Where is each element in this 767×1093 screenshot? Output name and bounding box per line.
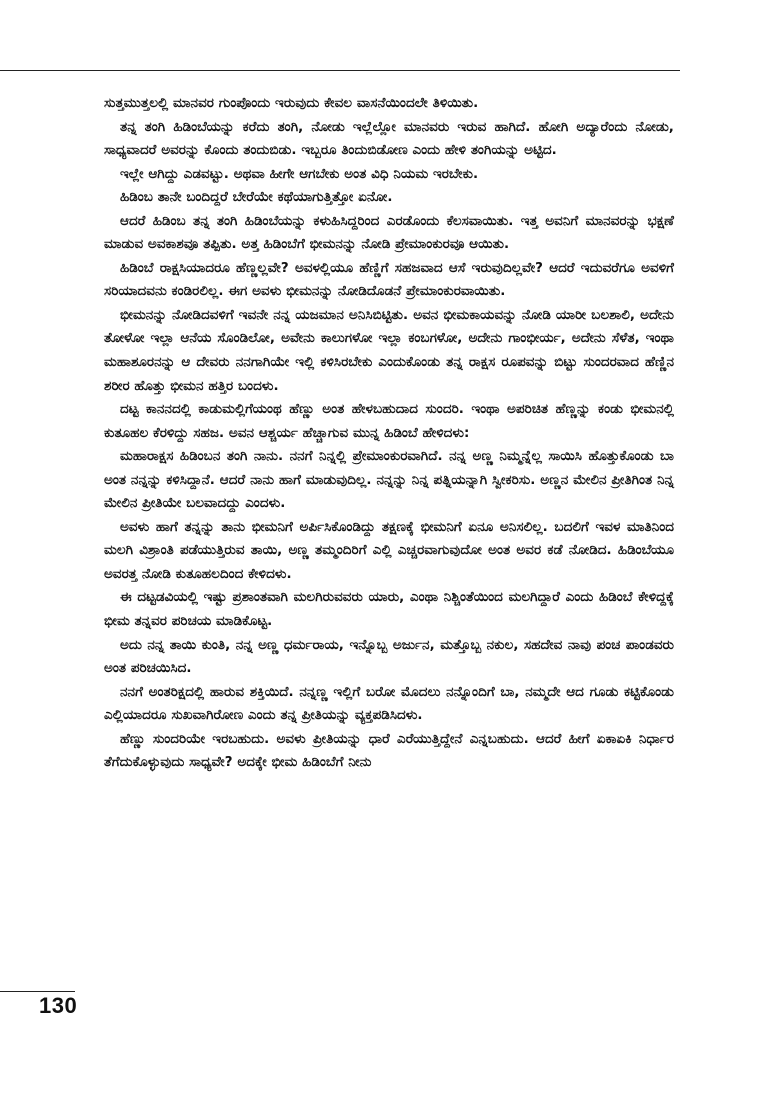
paragraph-12: ಅದು ನನ್ನ ತಾಯಿ ಕುಂತಿ, ನನ್ನ ಅಣ್ಣ ಧರ್ಮರಾಯ, ಇನ್ನೊಬ್ಬ ಅರ್ಜುನ, ಮತ್ತೊಬ್ಬ ನಕುಲ, ಸಹದೇವ ನಾವು ಪಂಚ ಪಾಂಡವರು ಅಂತ ಪರಿಚಯಿಸಿದ. <box>104 637 674 677</box>
bottom-rule <box>0 991 75 992</box>
paragraph-5: ಆದರೆ ಹಿಡಿಂಬ ತನ್ನ ತಂಗಿ ಹಿಡಿಂಬೆಯನ್ನು ಕಳುಹಿಸಿದ್ದರಿಂದ ಎರಡೊಂದು ಕೆಲಸವಾಯಿತು. ಇತ್ತ ಅವನಿಗೆ ಮಾನವರನ್ನು ಭಕ್ಷಣೆ ಮಾಡುವ ಅವಕಾಶವೂ ತಪ್ಪಿತು. ಅತ್ತ ಹಿಡಿಂಬೆಗೆ ಭೀಮನನ್ನು ನೋಡಿ ಪ್ರೇಮಾಂಕುರವೂ ಆಯಿತು. <box>104 213 674 253</box>
paragraph-1: ಸುತ್ತಮುತ್ತಲಲ್ಲಿ ಮಾನವರ ಗುಂಪೊಂದು ಇರುವುದು ಕೇವಲ ವಾಸನೆಯಿಂದಲೇ ತಿಳಿಯಿತು. <box>104 96 479 111</box>
paragraph-8: ದಟ್ಟ ಕಾನನದಲ್ಲಿ ಕಾಡುಮಲ್ಲಿಗೆಯಂಥ ಹೆಣ್ಣು ಅಂತ ಹೇಳಬಹುದಾದ ಸುಂದರಿ. ಇಂಥಾ ಅಪರಿಚಿತ ಹೆಣ್ಣನ್ನು ಕಂಡು ಭೀಮನಲ್ಲಿ ಕುತೂಹಲ ಕೆರಳಿದ್ದು ಸಹಜ. ಅವನ ಆಶ್ಚರ್ಯ ಹೆಚ್ಚಾಗುವ ಮುನ್ನ ಹಿಡಿಂಬೆ ಹೇಳಿದಳು: <box>104 402 674 441</box>
top-rule <box>0 70 680 71</box>
paragraph-10: ಅವಳು ಹಾಗೆ ತನ್ನನ್ನು ತಾನು ಭೀಮನಿಗೆ ಅರ್ಪಿಸಿಕೊಂಡಿದ್ದು ತಕ್ಷಣಕ್ಕೆ ಭೀಮನಿಗೆ ಏನೂ ಅನಿಸಲಿಲ್ಲ. ಬದಲಿಗೆ ಇವಳ ಮಾತಿನಿಂದ ಮಲಗಿ ವಿಶ್ರಾಂತಿ ಪಡೆಯುತ್ತಿರುವ ತಾಯಿ, ಅಣ್ಣ ತಮ್ಮಂದಿರಿಗೆ ಎಲ್ಲಿ ಎಚ್ಚರವಾಗುವುದೋ ಅಂತ ಅವರ ಕಡೆ ನೋಡಿದ. ಹಿಡಿಂಬೆಯೂ ಅವರತ್ತ ನೋಡಿ ಕುತೂಹಲದಿಂದ ಕೇಳಿದಳು. <box>104 519 674 582</box>
paragraph-13: ನನಗೆ ಅಂತರಿಕ್ಷದಲ್ಲಿ ಹಾರುವ ಶಕ್ತಿಯಿದೆ. ನನ್ನಣ್ಣ ಇಲ್ಲಿಗೆ ಬರೋ ಮೊದಲು ನನ್ನೊಂದಿಗೆ ಬಾ, ನಮ್ಮದೇ ಆದ ಗೂಡು ಕಟ್ಟಿಕೊಂಡು ಎಲ್ಲಿಯಾದರೂ ಸುಖವಾಗಿರೋಣ ಎಂದು ತನ್ನ ಪ್ರೀತಿಯನ್ನು ವ್ಯಕ್ತಪಡಿಸಿದಳು. <box>104 684 674 724</box>
body-text <box>104 92 674 775</box>
paragraph-6: ಹಿಡಿಂಬೆ ರಾಕ್ಷಸಿಯಾದರೂ ಹೆಣ್ಣಲ್ಲವೇ? ಅವಳಲ್ಲಿಯೂ ಹೆಣ್ಣಿಗೆ ಸಹಜವಾದ ಆಸೆ ಇರುವುದಿಲ್ಲವೇ? ಆದರೆ ಇದುವರೆಗೂ ಅವಳಿಗೆ ಸರಿಯಾದವನು ಕಂಡಿರಲಿಲ್ಲ. ಈಗ ಅವಳು ಭೀಮನನ್ನು ನೋಡಿದೊಡನೆ ಪ್ರೇಮಾಂಕುರವಾಯಿತು. <box>104 260 674 300</box>
paragraph-3: ಇಲ್ಲೇ ಆಗಿದ್ದು ಎಡವಟ್ಟು. ಅಥವಾ ಹೀಗೇ ಆಗಬೇಕು ಅಂತ ವಿಧಿ ನಿಯಮ ಇರಬೇಕು. <box>120 166 479 182</box>
paragraph-2: ತನ್ನ ತಂಗಿ ಹಿಡಿಂಬೆಯನ್ನು ಕರೆದು ತಂಗಿ, ನೋಡು ಇಲ್ಲೆಲ್ಲೋ ಮಾನವರು ಇರುವ ಹಾಗಿದೆ. ಹೋಗಿ ಅದ್ಯಾರೆಂದು ನೋಡು, ಸಾಧ್ಯವಾದರೆ ಅವರನ್ನು ಕೊಂದು ತಂದುಬಿಡು. ಇಬ್ಬರೂ ತಿಂದುಬಿಡೋಣ ಎಂದು ಹೇಳಿ ತಂಗಿಯನ್ನು ಅಟ್ಟಿದ. <box>104 119 674 159</box>
paragraph-7: ಭೀಮನನ್ನು ನೋಡಿದವಳಿಗೆ ಇವನೇ ನನ್ನ ಯಜಮಾನ ಅನಿಸಿಬಿಟ್ಟಿತು. ಅವನ ಭೀಮಕಾಯವನ್ನು ನೋಡಿ ಯಾರೀ ಬಲಶಾಲಿ, ಅದೇನು ತೋಳೋ ಇಲ್ಲಾ ಆನೆಯ ಸೊಂಡಿಲೋ, ಅವೇನು ಕಾಲುಗಳೋ ಇಲ್ಲಾ ಕಂಬಗಳೋ, ಅದೇನು ಗಾಂಭೀರ್ಯ, ಅದೇನು ಸೆಳೆತ, ಇಂಥಾ ಮಹಾಶೂರನನ್ನು ಆ ದೇವರು ನನಗಾಗಿಯೇ ಇಲ್ಲಿ ಕಳಿಸಿರಬೇಕು ಎಂದುಕೊಂಡು ತನ್ನ ರಾಕ್ಷಸ ರೂಪವನ್ನು ಬಿಟ್ಟು ಸುಂದರವಾದ ಹೆಣ್ಣಿನ ಶರೀರ ಹೊತ್ತು ಭೀಮನ ಹತ್ತಿರ ಬಂದಳು. <box>104 307 674 394</box>
paragraph-9: ಮಹಾರಾಕ್ಷಸ ಹಿಡಿಂಬನ ತಂಗಿ ನಾನು. ನನಗೆ ನಿನ್ನಲ್ಲಿ ಪ್ರೇಮಾಂಕುರವಾಗಿದೆ. ನನ್ನ ಅಣ್ಣ ನಿಮ್ಮನ್ನೆಲ್ಲ ಸಾಯಿಸಿ ಹೊತ್ತುಕೊಂಡು ಬಾ ಅಂತ ನನ್ನನ್ನು ಕಳಿಸಿದ್ದಾನೆ. ಆದರೆ ನಾನು ಹಾಗೆ ಮಾಡುವುದಿಲ್ಲ. ನನ್ನನ್ನು ನಿನ್ನ ಪತ್ನಿಯನ್ನಾಗಿ ಸ್ವೀಕರಿಸು. ಅಣ್ಣನ ಮೇಲಿನ ಪ್ರೀತಿಗಿಂತ ನಿನ್ನ ಮೇಲಿನ ಪ್ರೀತಿಯೇ ಬಲವಾದದ್ದು ಎಂದಳು. <box>104 449 674 512</box>
page-number: 130 <box>39 993 78 1018</box>
paragraph-4: ಹಿಡಿಂಬ ತಾನೇ ಬಂದಿದ್ದರೆ ಬೇರೆಯೇ ಕಥೆಯಾಗುತ್ತಿತ್ತೋ ಏನೋ. <box>120 190 393 206</box>
paragraph-14: ಹೆಣ್ಣು ಸುಂದರಿಯೇ ಇರಬಹುದು. ಅವಳು ಪ್ರೀತಿಯನ್ನು ಧಾರೆ ಎರೆಯುತ್ತಿದ್ದೇನೆ ಎನ್ನಬಹುದು. ಆದರೆ ಹೀಗೆ ಏಕಾಏಕಿ ನಿರ್ಧಾರ ತೆಗೆದುಕೊಳ್ಳುವುದು ಸಾಧ್ಯವೇ? ಅದಕ್ಕೇ ಭೀಮ ಹಿಡಿಂಬೆಗೆ ನೀನು <box>104 731 674 771</box>
paragraph-11: ಈ ದಟ್ಟಡವಿಯಲ್ಲಿ ಇಷ್ಟು ಪ್ರಶಾಂತವಾಗಿ ಮಲಗಿರುವವರು ಯಾರು, ಎಂಥಾ ನಿಶ್ಚಿಂತೆಯಿಂದ ಮಲಗಿದ್ದಾರೆ ಎಂದು ಹಿಡಿಂಬೆ ಕೇಳಿದ್ದಕ್ಕೆ ಭೀಮ ತನ್ನವರ ಪರಿಚಯ ಮಾಡಿಕೊಟ್ಟ. <box>104 590 674 630</box>
